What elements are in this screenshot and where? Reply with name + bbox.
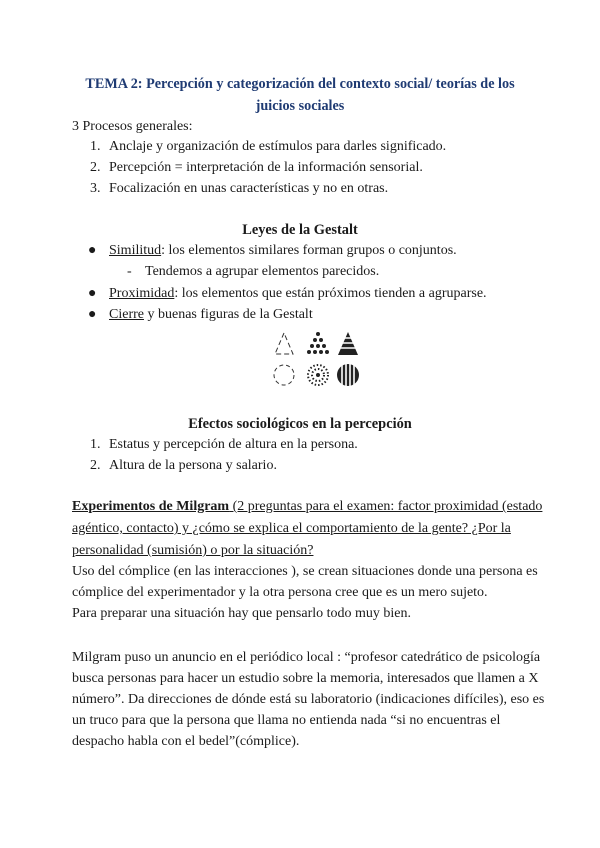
dashed-triangle-icon bbox=[275, 333, 293, 354]
milgram-bold-title: Experimentos de Milgram bbox=[72, 499, 230, 514]
list-item: Anclaje y organización de estímulos para darles significado. bbox=[109, 139, 447, 154]
list-item: Percepción = interpretación de la información sensorial. bbox=[109, 160, 423, 175]
term-similitud: Similitud bbox=[109, 243, 162, 258]
milgram-heading-line: agéntico, contacto) y ¿cómo se explica el comportamiento de la gente? ¿Por la bbox=[72, 521, 511, 536]
list-number: 2. bbox=[90, 160, 101, 175]
document-title: TEMA 2: Percepción y categorización del contexto social/ teorías de los juicios sociales bbox=[85, 76, 515, 114]
dot-circle-icon bbox=[308, 365, 328, 385]
list-item bbox=[109, 241, 457, 261]
paragraph-line: número”. Da direcciones de dónde está su laboratorio (indicaciones difíciles), eso es bbox=[72, 692, 545, 707]
sub-list-item: Tendemos a agrupar elementos parecidos. bbox=[145, 264, 380, 279]
list-number: 1. bbox=[90, 437, 101, 452]
term-description: : los elementos que están próximos tienden a agruparse. bbox=[174, 286, 487, 301]
list-number: 1. bbox=[90, 139, 101, 154]
gestalt-figures-image bbox=[272, 330, 368, 388]
paragraph-line: despacho habla con el bedel”(cómplice). bbox=[72, 734, 300, 749]
list-item: Altura de la persona y salario. bbox=[109, 458, 277, 473]
term-description: : los elementos similares forman grupos o conjuntos. bbox=[161, 243, 457, 258]
term-cierre: Cierre bbox=[109, 307, 144, 322]
term-proximidad: Proximidad bbox=[109, 286, 175, 301]
procesos-intro: 3 Procesos generales: bbox=[72, 119, 193, 134]
list-number: 2. bbox=[90, 458, 101, 473]
gestalt-heading: Leyes de la Gestalt bbox=[242, 222, 358, 238]
paragraph-line: un truco para que la persona que llama no entienda nada “si no encuentras el bbox=[72, 713, 501, 728]
milgram-heading-rest: (2 preguntas para el examen: factor proximidad (estado bbox=[229, 499, 543, 514]
paragraph-line: Para preparar una situación hay que pensarlo todo muy bien. bbox=[72, 606, 412, 621]
dot-triangle-icon bbox=[307, 332, 329, 354]
striped-circle-icon bbox=[337, 364, 359, 386]
paragraph-line: Milgram puso un anuncio en el periódico local : “profesor catedrático de psicología bbox=[72, 650, 541, 665]
bullet-icon: ● bbox=[88, 243, 97, 258]
paragraph-line: cómplice del experimentador y la otra persona cree que es un mero sujeto. bbox=[72, 585, 488, 600]
dashed-circle-icon bbox=[274, 365, 294, 385]
milgram-heading-line bbox=[72, 497, 542, 517]
list-item: Estatus y percepción de altura en la persona. bbox=[109, 437, 358, 452]
term-description: y buenas figuras de la Gestalt bbox=[143, 307, 313, 322]
milgram-heading-line: personalidad (sumisión) o por la situación? bbox=[72, 543, 314, 558]
list-number: 3. bbox=[90, 181, 101, 196]
list-item: Focalización en unas características y no en otras. bbox=[109, 181, 389, 196]
bullet-icon: ● bbox=[88, 286, 97, 301]
paragraph-line: Uso del cómplice (en las interacciones ), se crean situaciones donde una persona es bbox=[72, 564, 538, 579]
bullet-icon: ● bbox=[88, 307, 97, 322]
efectos-heading: Efectos sociológicos en la percepción bbox=[188, 416, 412, 432]
list-item bbox=[109, 284, 487, 304]
paragraph-line: busca personas para hacer un estudio sobre la memoria, interesados que llamen a X bbox=[72, 671, 539, 686]
striped-triangle-icon bbox=[338, 332, 358, 355]
dash-marker: - bbox=[127, 264, 132, 279]
list-item bbox=[109, 305, 313, 325]
